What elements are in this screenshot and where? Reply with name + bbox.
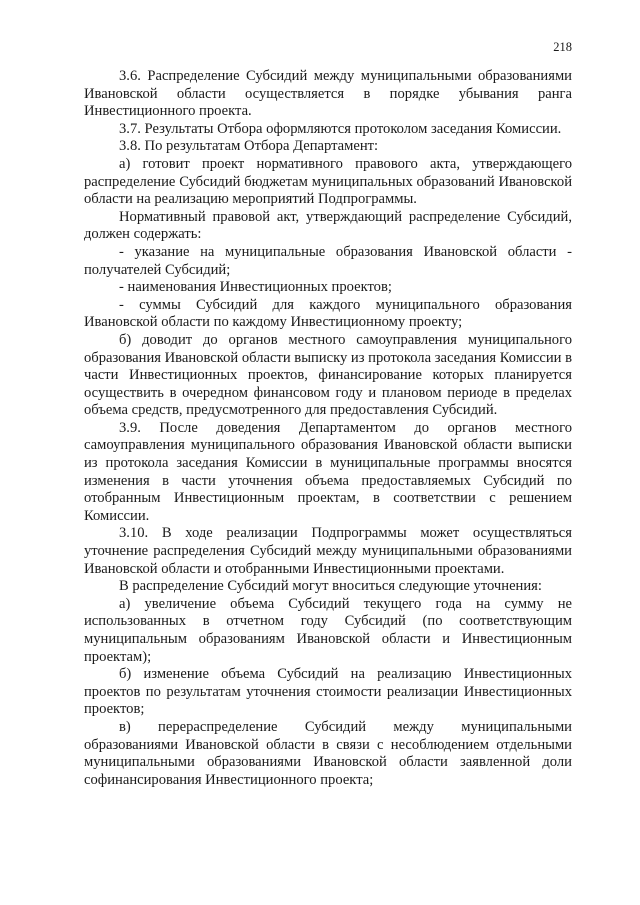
paragraph-3-8-a: а) готовит проект нормативного правового акта, утверждающего распределение Субсидий бюджетам муниципальных образований Ивановской области на реализацию мероприятий Подпрограммы. [84,155,572,208]
document-body [84,68,572,789]
paragraph-adjustment-a: а) увеличение объема Субсидий текущего года на сумму не использованных в отчетном году Субсидий (по соответствующим муниципальным образованиям Ивановской области и Инвестиционным проектам); [84,595,572,665]
list-item-project-names: - наименования Инвестиционных проектов; [119,279,392,296]
paragraph-adjustment-b: б) изменение объема Субсидий на реализацию Инвестиционных проектов по результатам уточнения стоимости реализации Инвестиционных проектов; [84,666,572,718]
list-item-subsidy-amounts: - суммы Субсидий для каждого муниципального образования Ивановской области по каждому Инвестиционному проекту; [84,296,572,331]
paragraph-3-8: 3.8. По результатам Отбора Департамент: [119,138,379,155]
paragraph-3-7: 3.7. Результаты Отбора оформляются протоколом заседания Комиссии. [119,120,562,137]
page-number: 218 [553,40,572,54]
list-item-municipalities: - указание на муниципальные образования Ивановской области - получателей Субсидий; [84,243,572,278]
paragraph-act-contents: Нормативный правовой акт, утверждающий распределение Субсидий, должен содержать: [84,208,572,243]
paragraph-3-6: 3.6. Распределение Субсидий между муниципальными образованиями Ивановской области осуществляется в порядке убывания ранга Инвестиционного проекта. [84,68,572,120]
paragraph-adjustment-c: в) перераспределение Субсидий между муниципальными образованиями Ивановской области в связи с несоблюдением отдельными муниципальными образованиями Ивановской области заявленной доли софинансирования Инвестиционного проекта; [84,718,572,788]
paragraph-3-8-b: б) доводит до органов местного самоуправления муниципального образования Ивановской области выписку из протокола заседания Комиссии в части Инвестиционных проектов, финансирование которых планируется осуществить в очередном финансовом году и плановом периоде в пределах объема средств, предусмотренного для предоставления Субсидий. [84,331,572,419]
paragraph-3-10: 3.10. В ходе реализации Подпрограммы может осуществляться уточнение распределения Субсидий между муниципальными образованиями Ивановской области и отобранными Инвестиционными проектами. [84,525,572,577]
paragraph-3-9: 3.9. После доведения Департаментом до органов местного самоуправления муниципального образования Ивановской области выписки из протокола заседания Комиссии в муниципальные программы вносятся изменения в части уточнения объема предоставляемых Субсидий по отобранным Инвестиционным проектам, в соответствии с решением Комиссии. [84,419,572,524]
paragraph-adjustments-intro: В распределение Субсидий могут вноситься следующие уточнения: [119,578,542,595]
